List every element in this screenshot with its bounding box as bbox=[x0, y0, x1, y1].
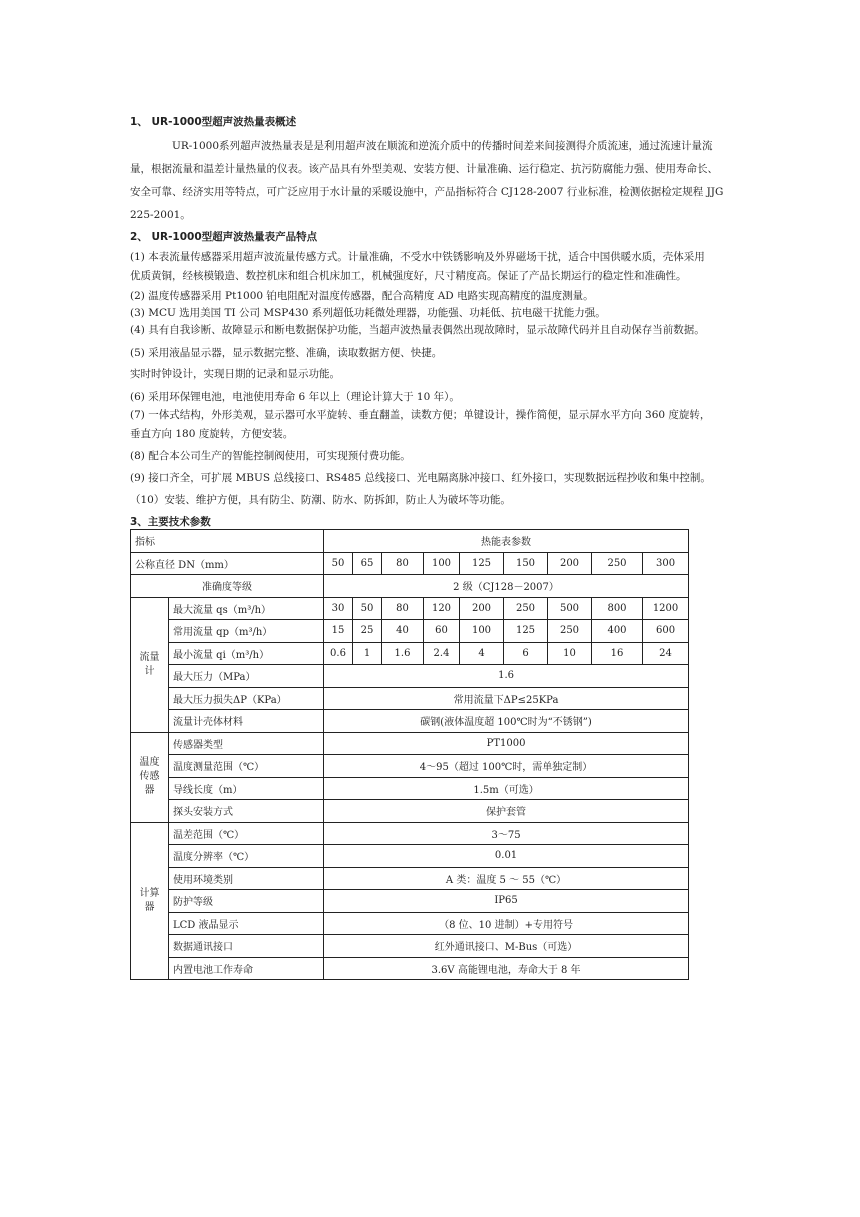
feature-line: (4) 具有自我诊断、故障显示和断电数据保护功能，当超声波热量表偶然出现故障时，显示故障代码并且自动保存当前数据。 bbox=[130, 324, 705, 336]
section1-para-line: 量，根据流量和温差计量热量的仪表。该产品具有外型美观、安装方便、计量准确、运行稳定、抗污防腐能力强、使用寿命长、 bbox=[130, 163, 718, 175]
table-cell: 200 bbox=[460, 597, 504, 620]
table-cell: 300 bbox=[643, 552, 689, 575]
table-cell: 800 bbox=[592, 597, 643, 620]
table-cell: 24 bbox=[643, 642, 689, 665]
table-cell: 30 bbox=[324, 597, 353, 620]
table-cell: 250 bbox=[504, 597, 548, 620]
table-cell: PT1000 bbox=[324, 732, 689, 755]
feature-line: (9) 接口齐全，可扩展 MBUS 总线接口、RS485 总线接口、光电隔离脉冲接口、红外接口，实现数据远程抄收和集中控制。 bbox=[130, 472, 711, 484]
table-cell: 1.6 bbox=[382, 642, 424, 665]
table-row bbox=[131, 800, 689, 823]
table-row bbox=[131, 755, 689, 778]
table-row bbox=[131, 822, 689, 845]
table-cell: 600 bbox=[643, 620, 689, 643]
table-cell: 4 bbox=[460, 642, 504, 665]
table-cell: 65 bbox=[353, 552, 382, 575]
table-cell: 40 bbox=[382, 620, 424, 643]
table-row bbox=[131, 710, 689, 733]
row-label: 准确度等级 bbox=[131, 575, 324, 598]
header-indicator: 指标 bbox=[131, 530, 324, 553]
table-cell: 250 bbox=[548, 620, 592, 643]
section2-heading: 2、 UR-1000型超声波热量表产品特点 bbox=[130, 231, 318, 243]
table-cell: 120 bbox=[424, 597, 460, 620]
section1-para-line: UR-1000系列超声波热量表是是利用超声波在顺流和逆流介质中的传播时间差来间接测得介质流速，通过流速计量流 bbox=[172, 140, 713, 152]
table-cell: 3～75 bbox=[324, 822, 689, 845]
table-cell: 150 bbox=[504, 552, 548, 575]
table-cell: 16 bbox=[592, 642, 643, 665]
table-cell: 0.6 bbox=[324, 642, 353, 665]
table-cell: 25 bbox=[353, 620, 382, 643]
row-label: 最小流量 qi（m³/h） bbox=[169, 642, 324, 665]
table-cell: （8 位、10 进制）+专用符号 bbox=[324, 912, 689, 935]
table-cell: IP65 bbox=[324, 890, 689, 913]
table-cell: 15 bbox=[324, 620, 353, 643]
feature-line: （10）安装、维护方便，具有防尘、防潮、防水、防拆卸，防止人为破坏等功能。 bbox=[130, 494, 511, 506]
row-label: 防护等级 bbox=[169, 890, 324, 913]
table-cell: 50 bbox=[353, 597, 382, 620]
table-cell: 10 bbox=[548, 642, 592, 665]
table-row bbox=[131, 665, 689, 688]
table-row bbox=[131, 867, 689, 890]
table-cell: 50 bbox=[324, 552, 353, 575]
table-cell: 3.6V 高能锂电池，寿命大于 8 年 bbox=[324, 957, 689, 980]
row-label: 数据通讯接口 bbox=[169, 935, 324, 958]
table-cell: 1.5m（可选） bbox=[324, 777, 689, 800]
table-row bbox=[131, 552, 689, 575]
table-row bbox=[131, 912, 689, 935]
group-calculator: 计算器 bbox=[131, 822, 169, 980]
table-cell: 4～95（超过 100℃时，需单独定制） bbox=[324, 755, 689, 778]
table-row bbox=[131, 935, 689, 958]
row-label: 使用环境类别 bbox=[169, 867, 324, 890]
table-cell: 80 bbox=[382, 597, 424, 620]
feature-line: 垂直方向 180 度旋转，方便安装。 bbox=[130, 428, 294, 440]
table-cell: 常用流量下ΔP≤25KPa bbox=[324, 687, 689, 710]
row-label: 内置电池工作寿命 bbox=[169, 957, 324, 980]
table-cell: 125 bbox=[460, 552, 504, 575]
header-parameters: 热能表参数 bbox=[324, 530, 689, 553]
feature-line: (8) 配合本公司生产的智能控制阀使用，可实现预付费功能。 bbox=[130, 450, 411, 462]
table-cell: 1.6 bbox=[324, 665, 689, 688]
table-cell: 2.4 bbox=[424, 642, 460, 665]
row-label: 导线长度（m） bbox=[169, 777, 324, 800]
table-cell: 60 bbox=[424, 620, 460, 643]
row-label: 最大流量 qs（m³/h） bbox=[169, 597, 324, 620]
row-label: 流量计壳体材料 bbox=[169, 710, 324, 733]
section1-para-line: 225-2001。 bbox=[130, 209, 191, 221]
table-cell: 400 bbox=[592, 620, 643, 643]
table-row bbox=[131, 957, 689, 980]
table-row bbox=[131, 777, 689, 800]
group-flow-meter: 流量计 bbox=[131, 597, 169, 732]
group-temperature-sensor: 温度传感器 bbox=[131, 732, 169, 822]
table-cell: 125 bbox=[504, 620, 548, 643]
feature-line: (2) 温度传感器采用 Pt1000 铂电阻配对温度传感器，配合高精度 AD 电路实现高精度的温度测量。 bbox=[130, 290, 594, 302]
row-label: LCD 液晶显示 bbox=[169, 912, 324, 935]
feature-line: (1) 本表流量传感器采用超声波流量传感方式。计量准确，不受水中铁锈影响及外界磁场干扰，适合中国供暖水质，壳体采用 bbox=[130, 251, 705, 263]
table-cell: 碳钢(液体温度超 100℃时为“不锈钢”) bbox=[324, 710, 689, 733]
table-cell: 250 bbox=[592, 552, 643, 575]
row-label: 最大压力（MPa） bbox=[169, 665, 324, 688]
feature-line: (6) 采用环保锂电池，电池使用寿命 6 年以上（理论计算大于 10 年）。 bbox=[130, 391, 460, 403]
row-label: 温度测量范围（℃） bbox=[169, 755, 324, 778]
feature-line: (3) MCU 选用美国 TI 公司 MSP430 系列超低功耗微处理器，功能强、功耗低、抗电磁干扰能力强。 bbox=[130, 307, 606, 319]
section3-heading: 3、主要技术参数 bbox=[130, 516, 211, 528]
table-cell: 0.01 bbox=[324, 845, 689, 868]
row-label: 探头安装方式 bbox=[169, 800, 324, 823]
feature-line: (5) 采用液晶显示器，显示数据完整、准确，读取数据方便、快捷。 bbox=[130, 347, 443, 359]
table-row bbox=[131, 530, 689, 553]
table-row bbox=[131, 620, 689, 643]
table-row bbox=[131, 687, 689, 710]
table-cell: A 类：温度 5 ～ 55（℃） bbox=[324, 867, 689, 890]
row-label: 温差范围（℃） bbox=[169, 822, 324, 845]
table-cell: 100 bbox=[460, 620, 504, 643]
table-row bbox=[131, 732, 689, 755]
section1-para-line: 安全可靠、经济实用等特点，可广泛应用于水计量的采暖设施中，产品指标符合 CJ128-2007 行业标准，检测依据检定规程 JJG bbox=[130, 186, 724, 198]
table-row bbox=[131, 890, 689, 913]
table-cell: 1200 bbox=[643, 597, 689, 620]
row-label: 公称直径 DN（mm） bbox=[131, 552, 324, 575]
table-cell: 80 bbox=[382, 552, 424, 575]
spec-table bbox=[130, 529, 689, 980]
table-row bbox=[131, 642, 689, 665]
table-cell: 6 bbox=[504, 642, 548, 665]
table-cell: 500 bbox=[548, 597, 592, 620]
row-label: 常用流量 qp（m³/h） bbox=[169, 620, 324, 643]
table-cell: 200 bbox=[548, 552, 592, 575]
row-label: 最大压力损失ΔP（KPa） bbox=[169, 687, 324, 710]
row-label: 温度分辨率（℃） bbox=[169, 845, 324, 868]
row-label: 传感器类型 bbox=[169, 732, 324, 755]
table-cell: 100 bbox=[424, 552, 460, 575]
section1-heading: 1、 UR-1000型超声波热量表概述 bbox=[130, 116, 297, 128]
table-row bbox=[131, 575, 689, 598]
table-cell: 2 级（CJ128－2007） bbox=[324, 575, 689, 598]
table-cell: 1 bbox=[353, 642, 382, 665]
feature-line: 实时时钟设计，实现日期的记录和显示功能。 bbox=[130, 368, 340, 380]
table-row bbox=[131, 845, 689, 868]
feature-line: (7) 一体式结构，外形美观，显示器可水平旋转、垂直翻盖，读数方便；单键设计，操作简便，显示屏水平方向 360 度旋转， bbox=[130, 409, 711, 421]
feature-line: 优质黄铜，经核模锻造、数控机床和组合机床加工，机械强度好，尺寸精度高。保证了产品长期运行的稳定性和准确性。 bbox=[130, 270, 687, 282]
table-cell: 保护套管 bbox=[324, 800, 689, 823]
table-row bbox=[131, 597, 689, 620]
table-cell: 红外通讯接口、M-Bus（可选） bbox=[324, 935, 689, 958]
